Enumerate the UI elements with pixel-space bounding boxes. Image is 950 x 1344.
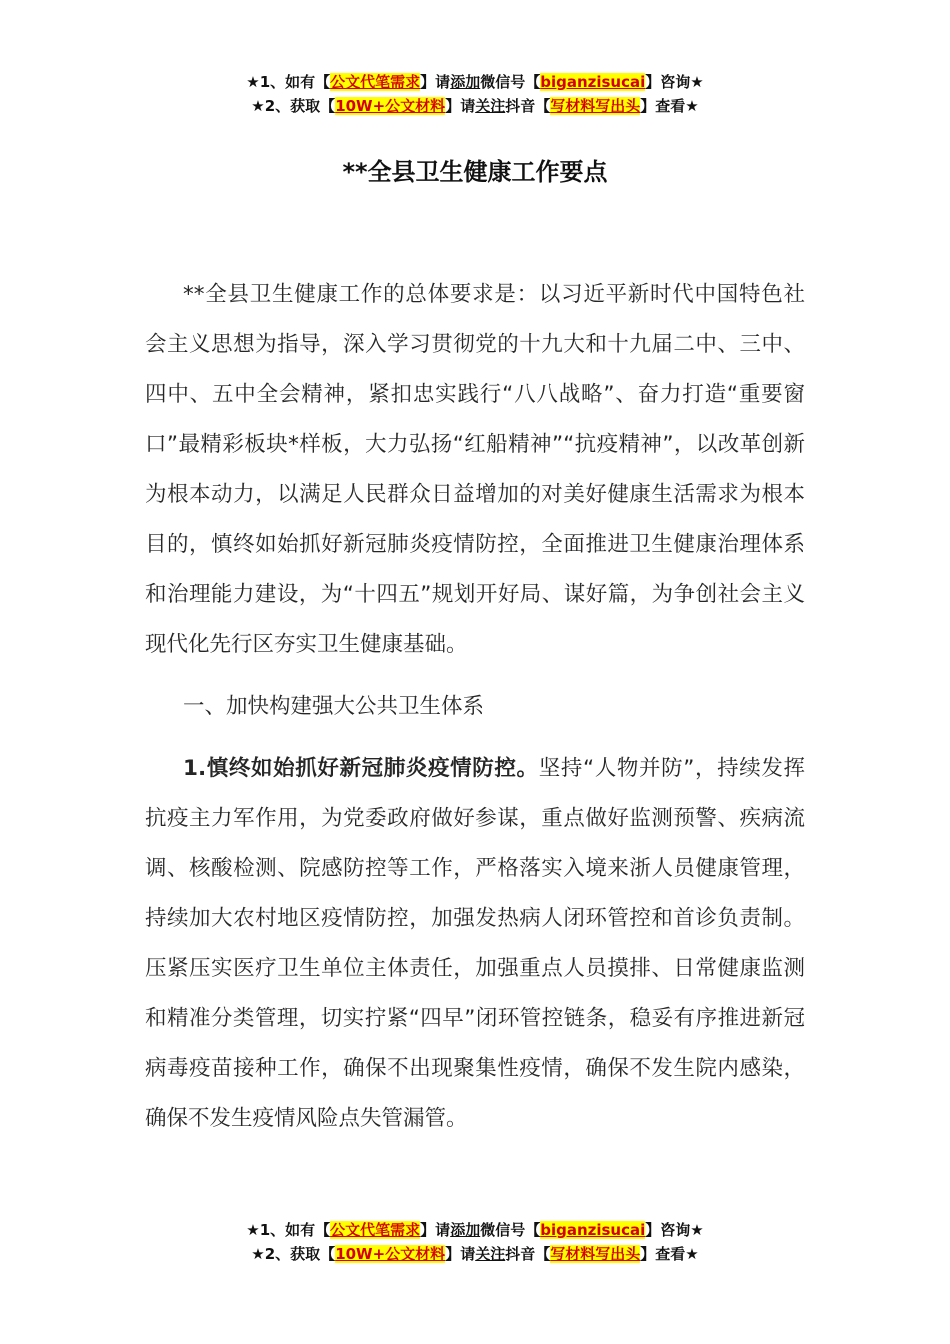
document-title: **全县卫生健康工作要点 (342, 158, 608, 186)
section-heading-1: 一、加快构建强大公共卫生体系 (183, 694, 485, 719)
douyin-account-highlight: 写材料写出头 (550, 97, 641, 115)
document-body (145, 270, 805, 1144)
header-banner (0, 70, 950, 118)
footer-banner-line-1: ★1、如有【公文代笔需求】请添加微信号【biganzisucai】咨询★ (246, 1221, 704, 1239)
header-banner-line-1: ★1、如有【公文代笔需求】请添加微信号【biganzisucai】咨询★ (246, 73, 704, 91)
materials-highlight: 10W+公文材料 (335, 1245, 446, 1263)
douyin-account-highlight: 写材料写出头 (550, 1245, 641, 1263)
item-1-text: 坚持“人物并防”，持续发挥抗疫主力军作用，为党委政府做好参谋，重点做好监测预警、疾病流调、核酸检测、院感防控等工作，严格落实入境来浙人员健康管理，持续加大农村地区疫情防控，加强发热病人闭环管控和首诊负责制。压紧压实医疗卫生单位主体责任，加强重点人员摸排、日常健康监测和精准分类管理，切实拧紧“四早”闭环管控链条，稳妥有序推进新冠病毒疫苗接种工作，确保不出现聚集性疫情，确保不发生院内感染，确保不发生疫情风险点失管漏管。 (145, 756, 805, 1131)
item-1-paragraph (145, 744, 805, 1144)
item-1-title: 1.慎终如始抓好新冠肺炎疫情防控。 (183, 756, 539, 781)
ghostwriting-request-highlight: 公文代笔需求 (330, 73, 421, 91)
ghostwriting-request-highlight: 公文代笔需求 (330, 1221, 421, 1239)
wechat-id-highlight: biganzisucai (540, 1221, 646, 1239)
header-banner-line-2: ★2、获取【10W+公文材料】请关注抖音【写材料写出头】查看★ (251, 97, 699, 115)
materials-highlight: 10W+公文材料 (335, 97, 446, 115)
footer-banner-line-2: ★2、获取【10W+公文材料】请关注抖音【写材料写出头】查看★ (251, 1245, 699, 1263)
footer-banner (0, 1218, 950, 1266)
wechat-id-highlight: biganzisucai (540, 73, 646, 91)
intro-paragraph: **全县卫生健康工作的总体要求是：以习近平新时代中国特色社会主义思想为指导，深入学习贯彻党的十九大和十九届二中、三中、四中、五中全会精神，紧扣忠实践行“八八战略”、奋力打造“重要窗口”最精彩板块*样板，大力弘扬“红船精神”“抗疫精神”，以改革创新为根本动力，以满足人民群众日益增加的对美好健康生活需求为根本目的，慎终如始抓好新冠肺炎疫情防控，全面推进卫生健康治理体系和治理能力建设，为“十四五”规划开好局、谋好篇，为争创社会主义现代化先行区夯实卫生健康基础。 (145, 282, 805, 657)
